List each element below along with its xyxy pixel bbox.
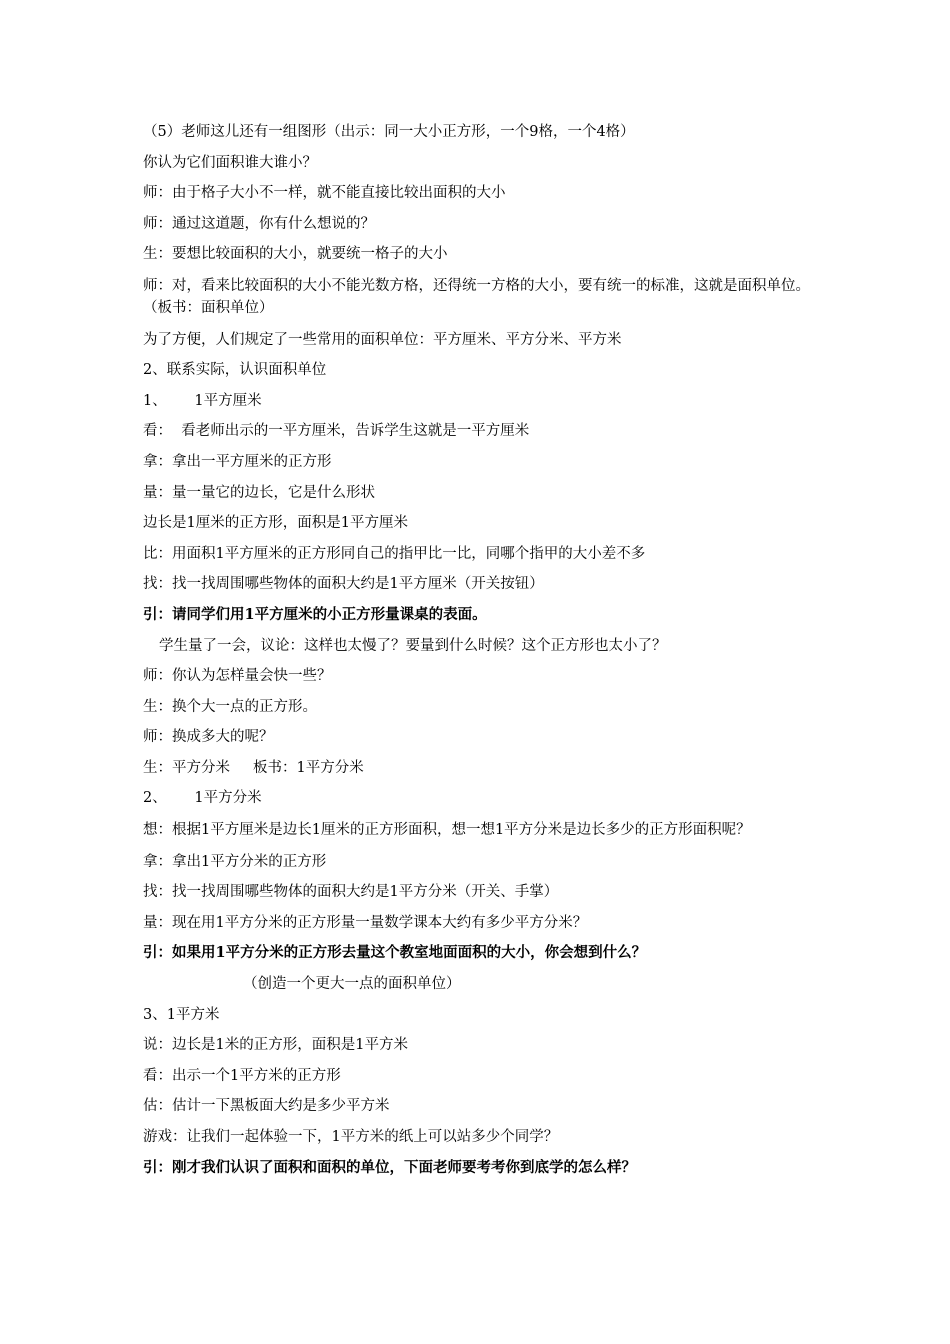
subheading-square-cm: 1、 1平方厘米: [143, 392, 262, 409]
paragraph-find-cm: 找：找一找周围哪些物体的面积大约是1平方厘米（开关按钮）: [143, 576, 544, 593]
paragraph-find-dm: 找：找一找周围哪些物体的面积大约是1平方分米（开关、手掌）: [143, 884, 559, 901]
paragraph-create-unit: （创造一个更大一点的面积单位）: [243, 976, 461, 993]
paragraph-teacher-faster: 师：你认为怎样量会快一些？: [143, 668, 332, 685]
paragraph-intro-shapes: （5）老师这儿还有一组图形（出示：同一大小正方形，一个9格，一个4格）: [143, 124, 635, 140]
paragraph-look-m: 看：出示一个1平方米的正方形: [143, 1067, 341, 1084]
paragraph-look: 看： 看老师出示的一平方厘米，告诉学生这就是一平方厘米: [143, 423, 530, 440]
subheading-square-m: 3、1平方米: [143, 1006, 220, 1023]
paragraph-guide-classroom: 引：如果用1平方分米的正方形去量这个教室地面面积的大小，你会想到什么？: [143, 944, 647, 962]
paragraph-estimate-board: 估：估计一下黑板面大约是多少平方米: [143, 1098, 390, 1115]
paragraph-take-dm: 拿：拿出1平方分米的正方形: [143, 853, 327, 870]
paragraph-think-dm: 想：根据1平方厘米是边长1厘米的正方形面积，想一想1平方分米是边长多少的正方形面积呢？: [143, 822, 751, 839]
paragraph-game: 游戏：让我们一起体验一下，1平方米的纸上可以站多少个同学？: [143, 1129, 559, 1145]
paragraph-say-m: 说：边长是1米的正方形，面积是1平方米: [143, 1037, 408, 1054]
paragraph-students-discuss: 学生量了一会，议论：这样也太慢了？要量到什么时候？这个正方形也太小了？: [159, 637, 667, 654]
paragraph-question-area: 你认为它们面积谁大谁小？: [143, 154, 317, 171]
document-body: [143, 122, 823, 1188]
paragraph-teacher-grid-size: 师：由于格子大小不一样，就不能直接比较出面积的大小: [143, 185, 506, 202]
paragraph-take: 拿：拿出一平方厘米的正方形: [143, 453, 332, 470]
subheading-square-dm: 2、 1平方分米: [143, 790, 262, 807]
section-heading-2: 2、联系实际，认识面积单位: [143, 362, 327, 379]
paragraph-student-unify: 生：要想比较面积的大小，就要统一格子的大小: [143, 246, 448, 263]
paragraph-teacher-howbig: 师：换成多大的呢？: [143, 729, 274, 746]
paragraph-definition-cm: 边长是1厘米的正方形，面积是1平方厘米: [143, 515, 408, 532]
paragraph-guide-test: 引：刚才我们认识了面积和面积的单位，下面老师要考考你到底学的怎么样？: [143, 1158, 636, 1176]
paragraph-student-bigger: 生：换个大一点的正方形。: [143, 698, 317, 715]
paragraph-teacher-standard: 师：对，看来比较面积的大小不能光数方格，还得统一方格的大小，要有统一的标准，这就是面积单位。（板书：面积单位）: [143, 277, 810, 316]
paragraph-teacher-ask: 师：通过这道题，你有什么想说的？: [143, 215, 375, 232]
paragraph-common-units: 为了方便，人们规定了一些常用的面积单位：平方厘米、平方分米、平方米: [143, 331, 622, 348]
paragraph-compare-nail: 比：用面积1平方厘米的正方形同自己的指甲比一比，同哪个指甲的大小差不多: [143, 545, 646, 562]
paragraph-student-dm: 生：平方分米 板书：1平方分米: [143, 759, 364, 776]
paragraph-measure: 量：量一量它的边长，它是什么形状: [143, 484, 375, 501]
paragraph-measure-book: 量：现在用1平方分米的正方形量一量数学课本大约有多少平方分米？: [143, 914, 588, 931]
paragraph-guide-desk: 引：请同学们用1平方厘米的小正方形量课桌的表面。: [143, 605, 487, 623]
